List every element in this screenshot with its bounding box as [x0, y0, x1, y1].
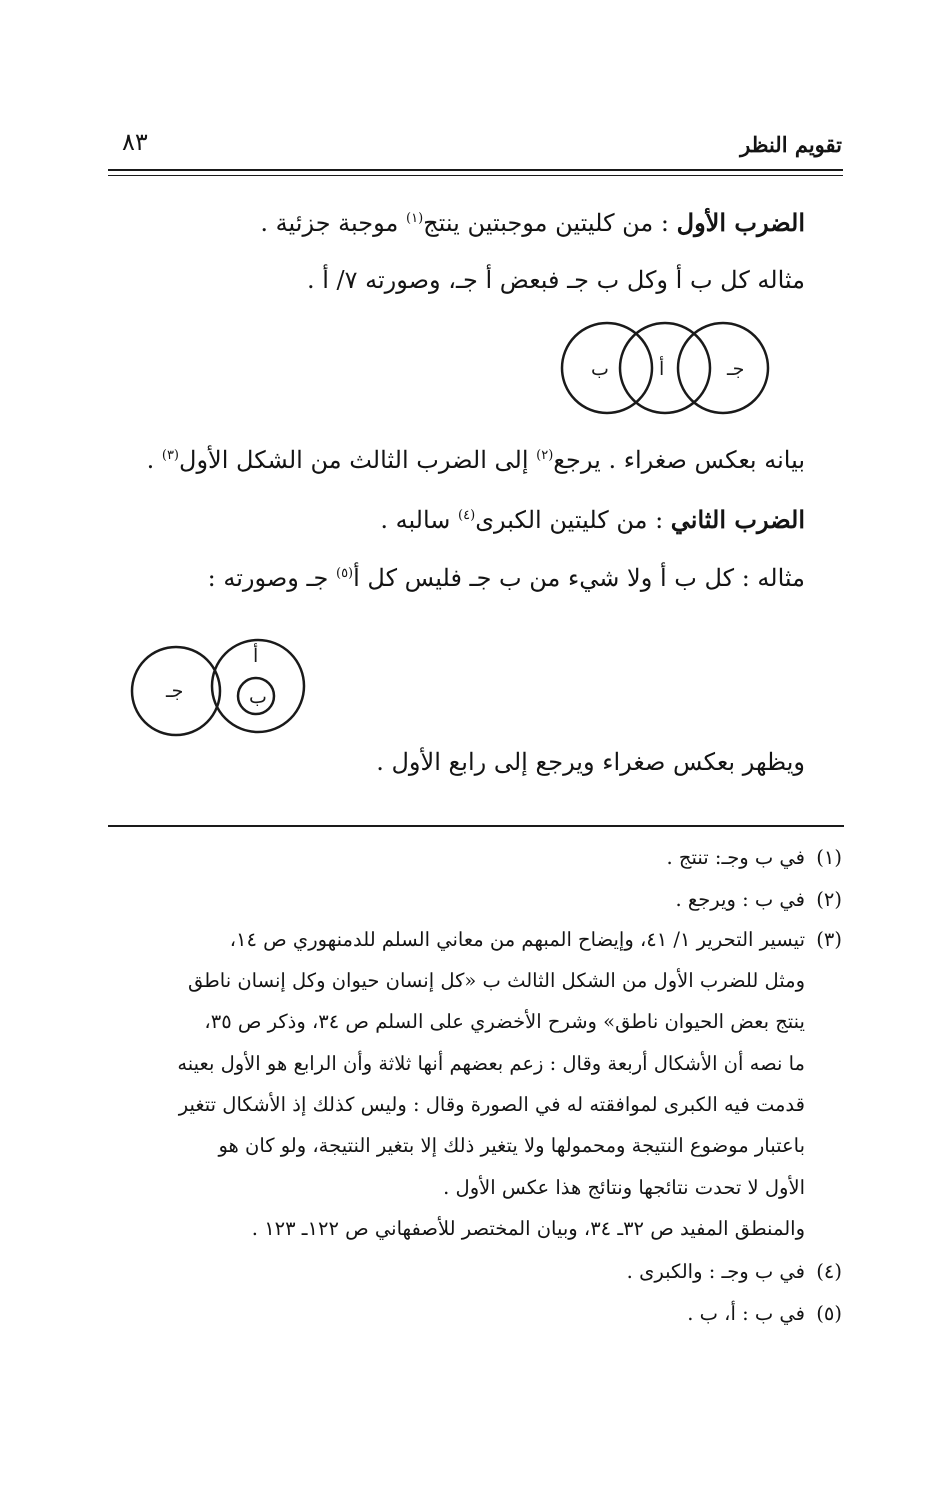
footnote-ref-5: (٥) [335, 566, 354, 581]
body-line-4-text: : من كليتين الكبرى [475, 506, 671, 534]
footnote-ref-2: (٢) [536, 448, 554, 463]
footnote-3-line-3: ينتج بعض الحيوان ناطق» وشرح الأخضري على السلم ص ٣٤، وذكر ص ٣٥، [204, 1010, 805, 1033]
footnote-3-line-2: ومثل للضرب الأول من الشكل الثالث ب «كل إنسان حيوان وكل إنسان ناطق [187, 969, 805, 992]
footnote-3-line-7: الأول لا تحدت نتائجها ونتائج هذا عكس الأول . [443, 1176, 805, 1199]
footnote-4-text: في ب وجـ : والكبرى . [626, 1260, 805, 1283]
footnote-3-line-5: قدمت فيه الكبرى لموافقته له في الصورة وقال : وليس كذلك إذ الأشكال تتغير [178, 1093, 805, 1116]
footnote-1-number: (١) [816, 846, 842, 869]
body-line-2: مثاله كل ب أ وكل ب جـ فبعض أ جـ، وصورته ٧/ أ . [306, 266, 805, 294]
footnote-2-number: (٢) [816, 888, 842, 911]
header-rule-top [108, 169, 843, 171]
footnote-3-line-6: باعتبار موضوع النتيجة ومحمولها ولا يتغير ذلك إلا بتغير النتيجة، ولو كان هو [218, 1134, 805, 1157]
running-header-title: تقويم النظر [740, 132, 842, 157]
body-line-3-text-a: بيانه بعكس صغراء . يرجع [553, 446, 805, 474]
venn-diagram-three-circles [555, 318, 775, 418]
footnote-3-line-8: والمنطق المفيد ص ٣٢ـ ٣٤، وبيان المختصر للأصفهاني ص ١٢٢ـ ١٢٣ . [251, 1217, 805, 1240]
body-line-1-end: موجبة جزئية . [260, 209, 407, 237]
footnote-ref-3: (٣) [161, 448, 179, 463]
header-rule-bottom [108, 175, 843, 176]
circle-a [620, 323, 710, 413]
body-line-6: ويظهر بعكس صغراء ويرجع إلى رابع الأول . [376, 748, 805, 776]
body-line-4 [380, 505, 805, 534]
second-mood-heading: الضرب الثاني [670, 505, 805, 534]
footnote-5-text: في ب : أ، ب . [687, 1302, 805, 1325]
body-line-4-end: سالبه . [380, 506, 459, 534]
body-line-3-text-b: إلى الضرب الثالث من الشكل الأول [179, 446, 537, 474]
footnote-separator [108, 825, 844, 827]
diagram2-label-a: أ [253, 645, 259, 667]
first-mood-heading: الضرب الأول [676, 208, 805, 237]
footnote-2-text: في ب : ويرجع . [675, 888, 805, 911]
footnote-ref-1: (١) [406, 211, 424, 226]
body-line-1 [260, 208, 805, 237]
footnote-5-number: (٥) [816, 1302, 842, 1325]
diagram1-label-j: جـ [727, 358, 745, 380]
body-line-1-text: : من كليتين موجبتين ينتج [423, 209, 677, 237]
diagram1-label-b: ب [591, 358, 609, 380]
body-line-5 [208, 564, 805, 592]
diagram1-label-a: أ [659, 358, 665, 380]
footnote-ref-4: (٤) [458, 508, 476, 523]
venn-diagram-two-circles [128, 628, 310, 740]
body-line-5-text-b: جـ وصورته : [207, 564, 336, 592]
footnote-3-line-1: تيسير التحرير ١/ ٤١، وإيضاح المبهم من معاني السلم للدمنهوري ص ١٤، [229, 928, 805, 951]
body-line-5-text-a: مثاله : كل ب أ ولا شيء من ب جـ فليس كل أ [353, 564, 805, 592]
diagram2-label-b: ب [249, 686, 267, 708]
circle-j [678, 323, 768, 413]
footnote-1-text: في ب وجـ: تنتج . [666, 846, 805, 869]
footnote-4-number: (٤) [816, 1260, 842, 1283]
diagram2-label-j: جـ [166, 680, 184, 702]
footnote-3-number: (٣) [816, 928, 842, 951]
body-line-3 [147, 446, 805, 474]
page-number: ٨٣ [122, 128, 148, 156]
body-line-3-end: . [146, 446, 162, 474]
footnote-3-line-4: ما نصه أن الأشكال أربعة وقال : زعم بعضهم أنها ثلاثة وأن الرابع هو الأول بعينه [177, 1052, 805, 1075]
